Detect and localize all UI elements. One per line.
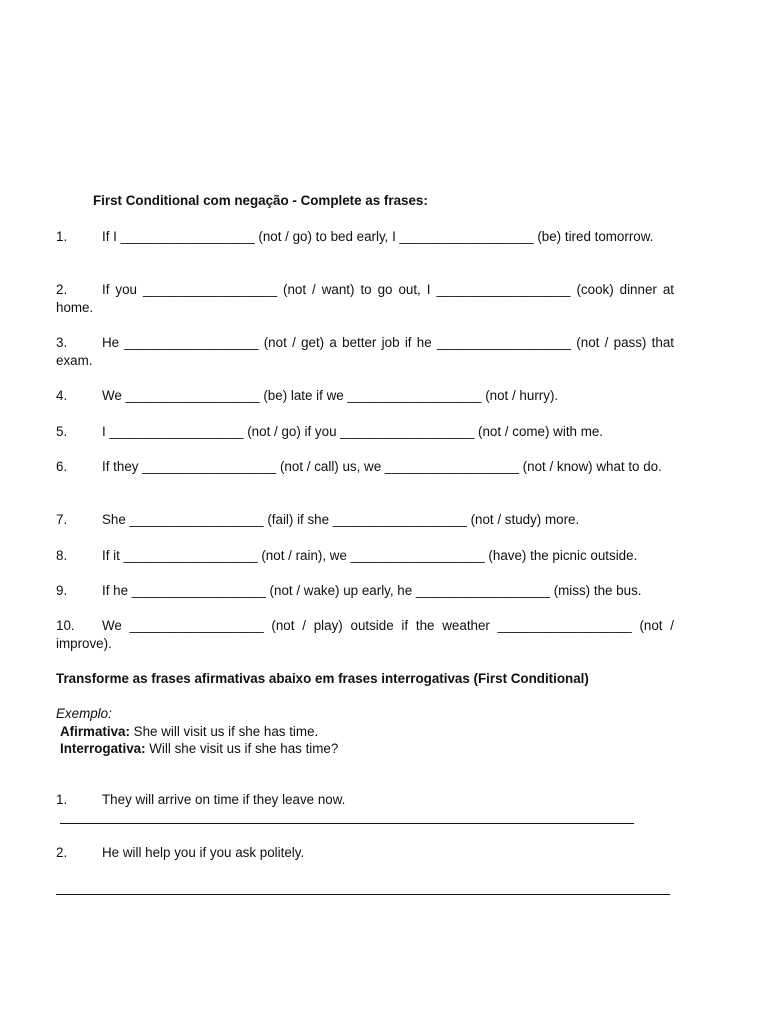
item-number: 2. <box>56 282 68 297</box>
exercise-item <box>56 458 674 476</box>
item-text: If I __________________ (not / go) to bed early, I __________________ (be) tired tomorrow. <box>102 229 654 244</box>
answer-line <box>56 894 670 895</box>
item-number: 1. <box>56 792 68 807</box>
exercise-item <box>56 334 674 370</box>
example-label: Exemplo: <box>56 706 112 721</box>
item-text: We __________________ (not / play) outside if the weather __________________ (not / improve). <box>56 618 674 651</box>
interrogative-text: Will she visit us if she has time? <box>145 741 339 756</box>
item-text: If they __________________ (not / call) us, we __________________ (not / know) what to do. <box>102 459 662 474</box>
worksheet-title: First Conditional com negação - Complete as frases: <box>93 193 428 208</box>
exercise-item <box>56 547 674 565</box>
transform-item <box>56 845 304 860</box>
exercise-item <box>56 511 674 529</box>
exercise-item <box>56 228 674 246</box>
item-number: 8. <box>56 548 68 563</box>
item-text: He __________________ (not / get) a better job if he __________________ (not / pass) that exam. <box>56 335 674 368</box>
transform-item <box>56 792 345 807</box>
item-text: I __________________ (not / go) if you __________________ (not / come) with me. <box>102 424 604 439</box>
item-text: She __________________ (fail) if she __________________ (not / study) more. <box>102 512 580 527</box>
item-number: 3. <box>56 335 68 350</box>
item-number: 2. <box>56 845 68 860</box>
item-number: 1. <box>56 229 68 244</box>
item-text: If you __________________ (not / want) to go out, I __________________ (cook) dinner at home. <box>56 282 674 315</box>
item-number: 9. <box>56 583 68 598</box>
exercise-item <box>56 387 674 405</box>
item-number: 4. <box>56 388 68 403</box>
item-number: 7. <box>56 512 68 527</box>
item-text: He will help you if you ask politely. <box>102 845 305 860</box>
exercise-item <box>56 617 674 653</box>
item-text: We __________________ (be) late if we __________________ (not / hurry). <box>102 388 559 403</box>
item-text: They will arrive on time if they leave now. <box>102 792 346 807</box>
exercise-item <box>56 281 674 317</box>
interrogative-example <box>60 741 338 756</box>
item-text: If it __________________ (not / rain), we __________________ (have) the picnic outside. <box>102 548 638 563</box>
interrogative-label: Interrogativa: <box>60 741 146 756</box>
answer-line <box>60 823 634 824</box>
item-text: If he __________________ (not / wake) up early, he __________________ (miss) the bus. <box>102 583 642 598</box>
section-title: Transforme as frases afirmativas abaixo em frases interrogativas (First Conditional) <box>56 671 589 686</box>
item-number: 10. <box>56 618 75 633</box>
exercise-item <box>56 582 674 600</box>
item-number: 5. <box>56 424 68 439</box>
affirmative-label: Afirmativa: <box>60 724 130 739</box>
affirmative-text: She will visit us if she has time. <box>129 724 319 739</box>
item-number: 6. <box>56 459 68 474</box>
affirmative-example <box>60 724 318 739</box>
exercise-item <box>56 423 674 441</box>
